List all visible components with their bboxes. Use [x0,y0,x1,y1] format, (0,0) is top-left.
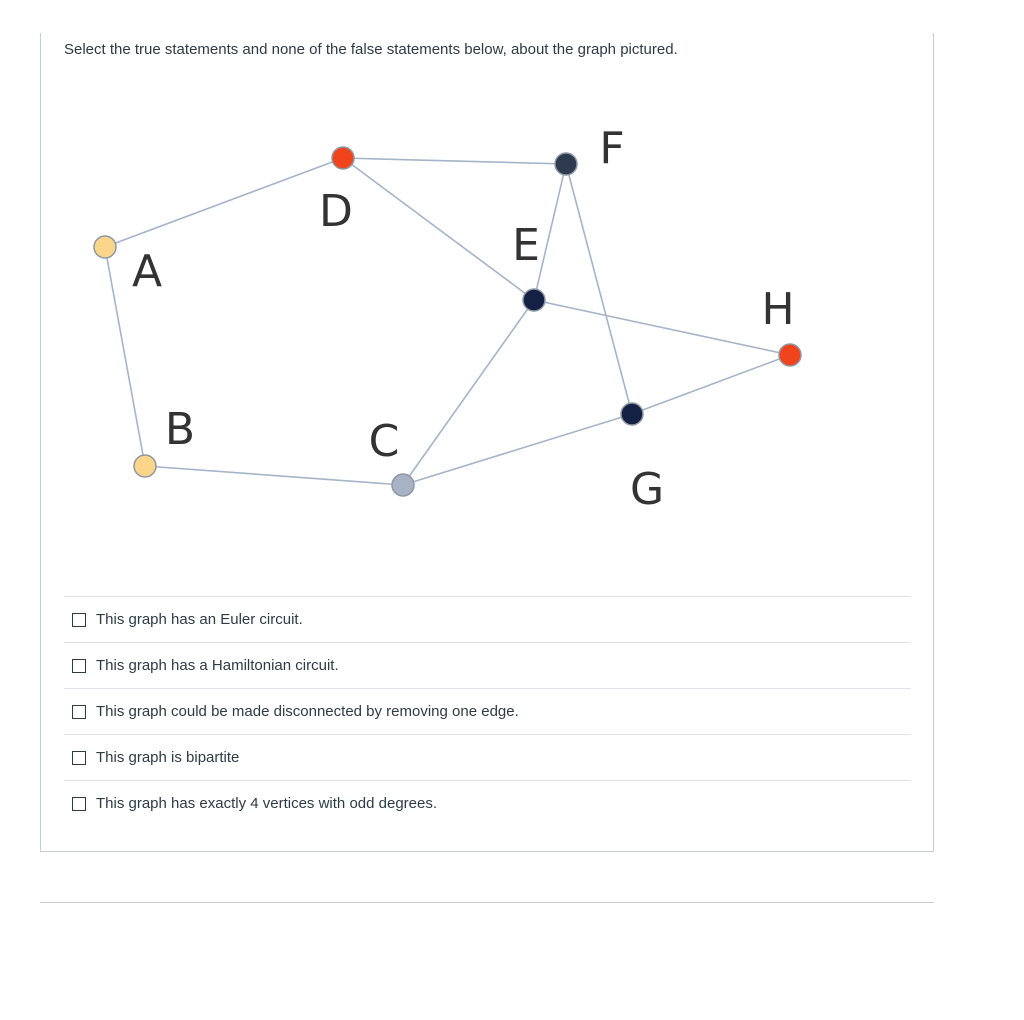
question-card [40,33,934,852]
answer-checkbox[interactable] [72,659,86,673]
graph-edge-df [343,158,566,164]
graph-vertex-d [332,147,354,169]
graph-vertex-label-f: F [599,123,625,174]
graph-vertex-label-g: G [629,464,665,515]
graph-edge-bc [145,466,403,485]
answer-option[interactable] [64,596,911,642]
answer-checkbox[interactable] [72,613,86,627]
graph-edge-ad [105,158,343,247]
answer-list [64,596,911,826]
answer-option[interactable] [64,642,911,688]
question-prompt: Select the true statements and none of the false statements below, about the graph pictured. [64,41,678,58]
section-divider [40,902,934,903]
answer-checkbox[interactable] [72,751,86,765]
graph-vertex-b [134,455,156,477]
graph-vertex-f [555,153,577,175]
graph-vertex-a [94,236,116,258]
answer-option[interactable] [64,688,911,734]
graph-edge-cg [403,414,632,485]
graph-vertex-e [523,289,545,311]
graph-vertex-h [779,344,801,366]
answer-label[interactable]: This graph has exactly 4 vertices with odd degrees. [96,795,438,812]
graph-vertex-label-e: E [512,220,540,271]
graph-vertex-g [621,403,643,425]
graph-edge-gh [632,355,790,414]
graph-vertex-label-h: H [761,284,795,335]
graph-vertex-c [392,474,414,496]
graph-vertex-label-a: A [131,246,163,297]
answer-label[interactable]: This graph is bipartite [96,749,240,766]
graph-edge-eh [534,300,790,355]
graph-vertex-label-d: D [319,186,353,237]
graph-edge-ec [403,300,534,485]
graph-edge-de [343,158,534,300]
answer-option[interactable] [64,734,911,780]
answer-label[interactable]: This graph has an Euler circuit. [96,611,303,628]
answer-option[interactable] [64,780,911,826]
answer-label[interactable]: This graph could be made disconnected by removing one edge. [96,703,519,720]
graph-edge-fg [566,164,632,414]
answer-checkbox[interactable] [72,705,86,719]
graph-vertex-label-b: B [164,404,196,455]
graph-vertex-label-c: C [368,416,400,467]
graph-figure [41,33,935,593]
answer-label[interactable]: This graph has a Hamiltonian circuit. [96,657,339,674]
answer-checkbox[interactable] [72,797,86,811]
